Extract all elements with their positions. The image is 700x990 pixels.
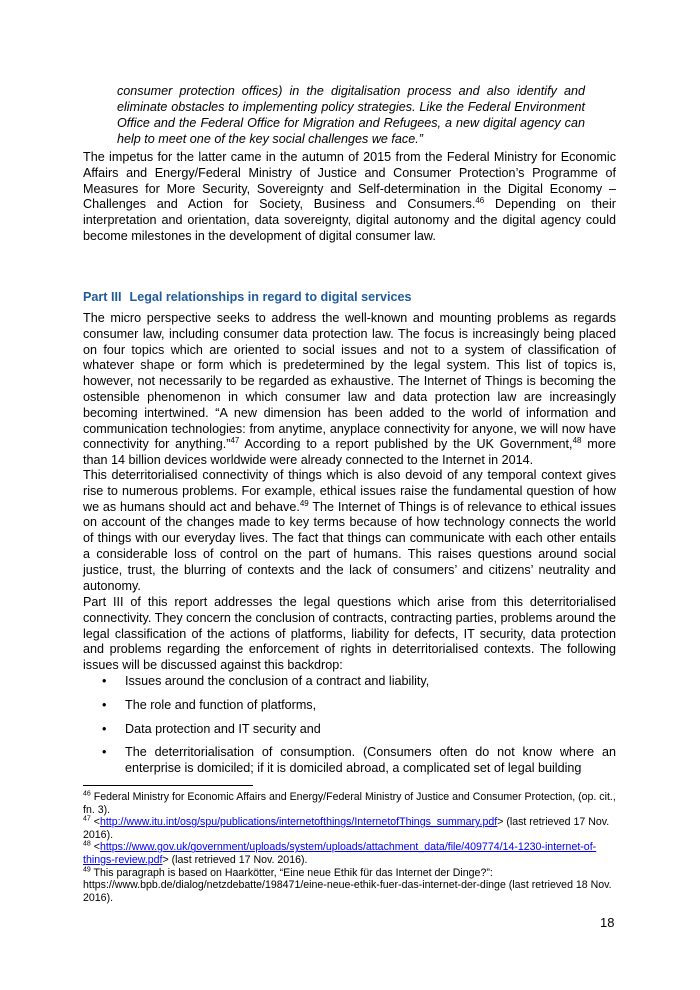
footnote-ref-49[interactable]: 49 [299,498,309,508]
paragraph-micro-perspective [83,311,616,469]
footnote-49 [83,867,616,905]
footnote-text: < [90,816,100,829]
footnote-text: > (last retrieved 17 Nov. 2016). [83,816,610,841]
paragraph-text: The Internet of Things is of relevance to ethical issues on account of the changes made to key terms because of how technology connects the world of things with our everyday lives. The fact that things can communicate with each other entails a considerable loss of control on the part of humans. This raises questions around social justice, trust, the blurring of contexts and the lack of consumers’ and citizens’ neutrality and autonomy. [83,499,617,593]
list-item-text: The deterritorialisation of consumption. (Consumers often do not know where an enterprise is domiciled; if it is domiciled abroad, a complicated set of legal building [125,745,616,776]
footnote-text: > (last retrieved 17 Nov. 2016). [162,853,308,866]
paragraph-part-three [83,595,616,674]
footnote-48 [83,841,616,866]
section-heading [83,290,412,304]
footnote-ref-47[interactable]: 47 [230,436,240,446]
footnote-text: This paragraph is based on Haarkötter, “Eine neue Ethik für das Internet der Dinge?”: https://www.bpb.de/dialog/netzdebatte/198471/eine-neue-ethik-fuer-das-internet-der-dinge (last retrieved 18 Nov. 2016). [83,866,612,904]
list-item-text: The role and function of platforms, [125,697,317,712]
list-item [83,698,616,714]
footnote-ref-48[interactable]: 48 [572,436,582,446]
section-label: Part III [83,290,122,304]
paragraph-deterritorialised [83,468,616,594]
footnote-link[interactable]: http://www.itu.int/osg/spu/publications/internetofthings/InternetofThings_summary.pdf [99,816,498,829]
list-item [83,722,616,738]
footnote-text: < [90,841,100,854]
footnote-number: 47 [83,815,91,823]
footnote-47 [83,816,616,841]
paragraph-text: Part III of this report addresses the legal questions which arise from this deterritorialised connectivity. They concern the conclusion of contracts, contracting parties, problems around the legal classification of the actions of platforms, liability for defects, IT security, data protection and problems regarding the enforcement of rights in deterritorialised contexts. The following issues will be discussed against this backdrop: [83,595,616,673]
list-item-text: Data protection and IT security and [125,721,321,736]
page-number: 18 [600,915,615,930]
footnote-divider [83,785,253,786]
paragraph-text: Depending on their interpretation and orientation, data sovereignty, digital autonomy and the digital agency could become milestones in the development of digital consumer law. [83,197,616,243]
footnotes [83,791,616,904]
bullet-icon: • [102,721,107,736]
paragraph-text: more than 14 billion devices worldwide were already connected to the Internet in 2014. [83,437,616,468]
footnote-46 [83,791,616,816]
bullet-icon: • [102,697,107,712]
bullet-icon: • [102,674,107,688]
list-item [83,674,616,690]
footnote-number: 49 [83,866,91,874]
footnote-text: Federal Ministry for Economic Affairs and Energy/Federal Ministry of Justice and Consumer Protection, (op. cit., fn. 3). [83,791,616,816]
issues-list [83,674,616,785]
paragraph-text: According to a report published by the UK Government, [239,437,573,452]
section-title: Legal relationships in regard to digital services [129,290,412,304]
list-item [83,745,616,777]
paragraph-text: This deterritorialised connectivity of things which is also devoid of any temporal context gives rise to numerous problems. For example, ethical issues raise the fundamental question of how we as humans should act and behave. [83,468,616,514]
list-item-text: Issues around the conclusion of a contract and liability, [125,674,430,688]
bullet-icon: • [102,745,107,760]
paragraph-text: The micro perspective seeks to address the well-known and mounting problems as regards consumer law, including consumer data protection law. The focus is increasingly being placed on four topics which are oriented to social issues and not to a system of classification of whatever shape or form which is predetermined by the legal system. This list of topics is, however, not necessarily to be regarded as exhaustive. The Internet of Things is becoming the ostensible phenomenon in which consumer law and data protection law are increasingly becoming intertwined. “A new dimension has been added to the world of information and communication technologies: from anytime, anyplace connectivity for anyone, we will now have connectivity for anything.” [83,311,616,452]
footnote-link[interactable]: https://www.gov.uk/government/uploads/system/uploads/attachment_data/file/409774/14-1230-internet-of-things-review.pdf [83,841,597,866]
footnote-number: 46 [83,790,91,798]
footnote-number: 48 [83,840,91,848]
quote-text: consumer protection offices) in the digitalisation process and also identify and eliminate obstacles to implementing policy strategies. Like the Federal Environment Office and the Federal Office for Migration and Refugees, a new digital agency can help to meet one of the key social challenges we face.” [117,84,585,146]
block-quote [117,83,585,147]
paragraph-text: The impetus for the latter came in the autumn of 2015 from the Federal Ministry for Economic Affairs and Energy/Federal Ministry of Justice and Consumer Protection’s Programme of Measures for More Security, Sovereignty and Self-determination in the Digital Economy – Challenges and Action for Society, Business and Consumers. [83,150,616,212]
footnote-ref-46[interactable]: 46 [475,196,485,206]
paragraph-impetus [83,150,616,245]
